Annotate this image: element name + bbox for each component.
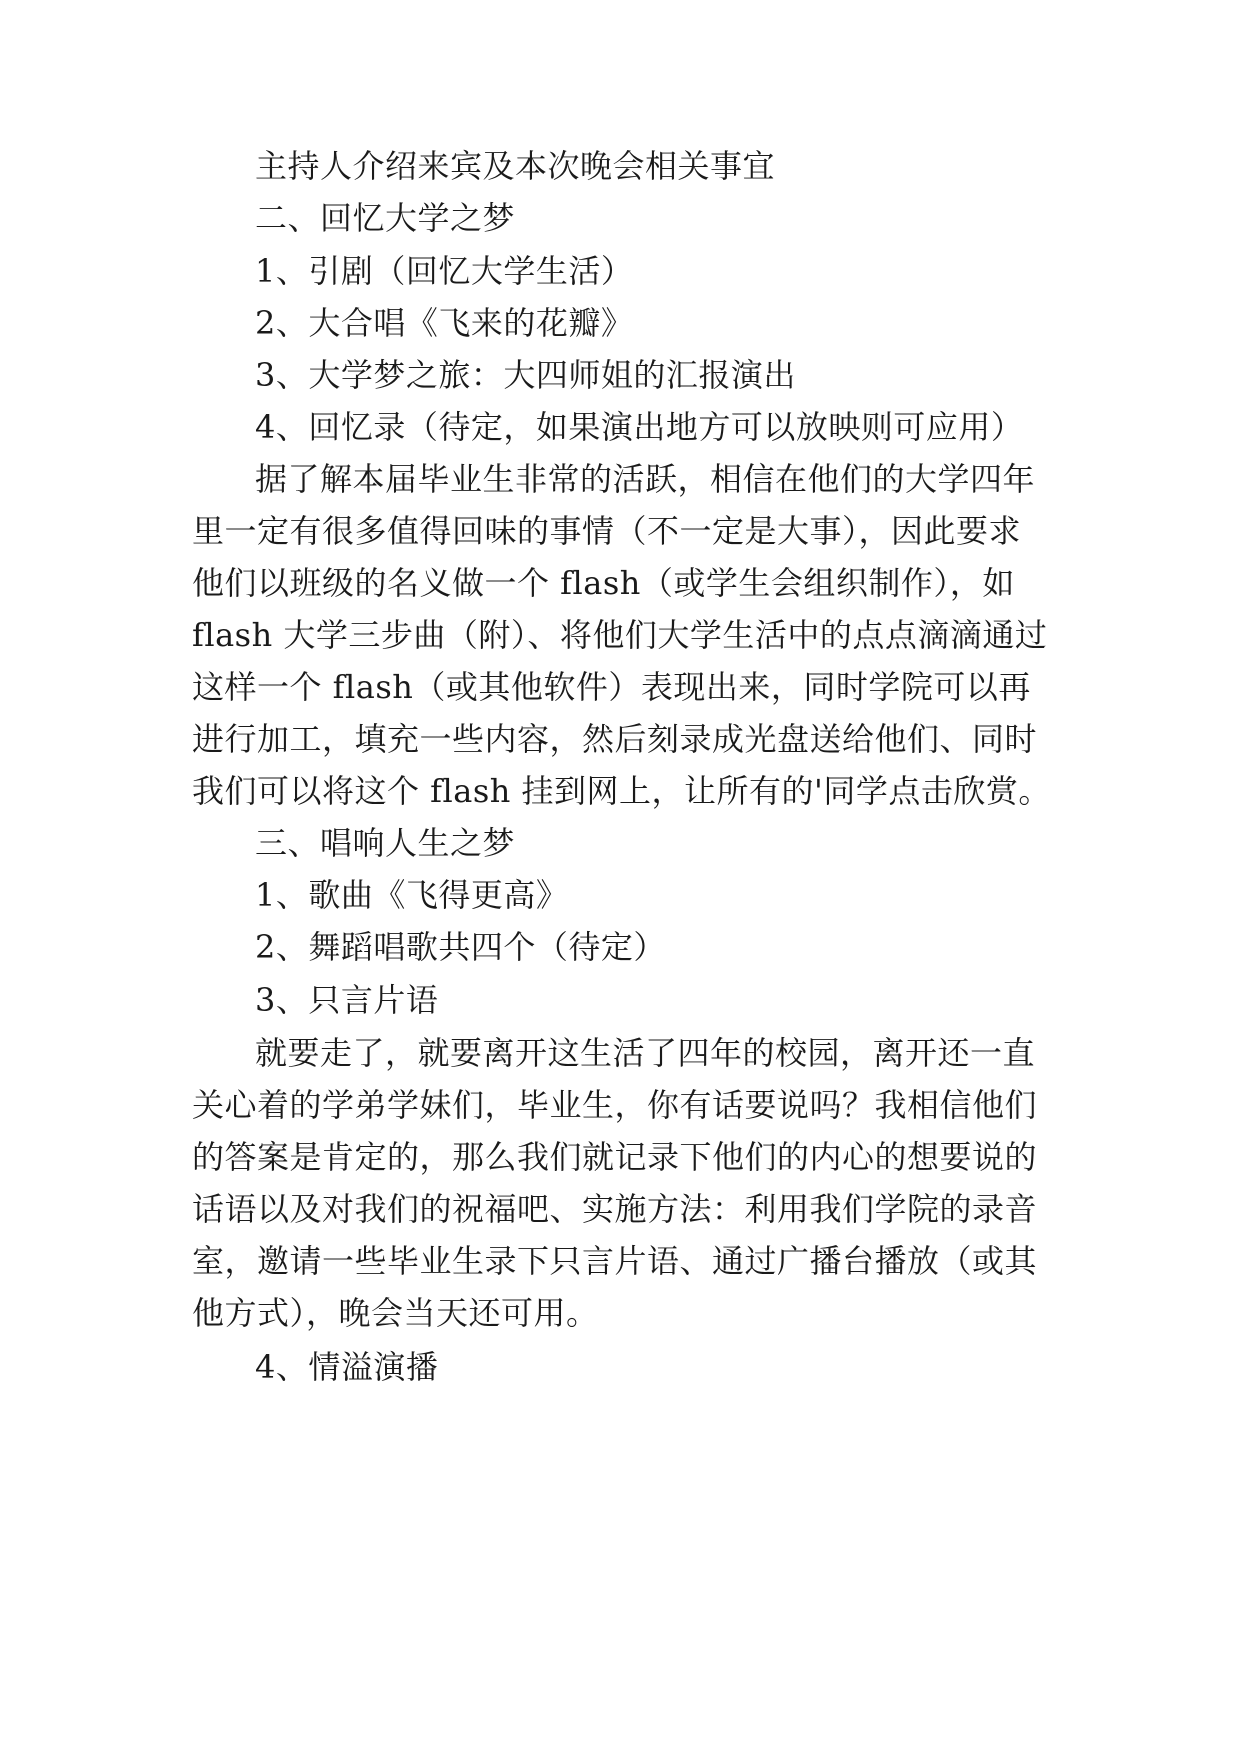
paragraph-line: 据了解本届毕业生非常的活跃，相信在他们的大学四年 xyxy=(255,460,1036,498)
list-item-2: 2、舞蹈唱歌共四个（待定） xyxy=(255,928,666,966)
paragraph-line: 他们以班级的名义做一个 flash（或学生会组织制作），如 xyxy=(192,564,1015,602)
paragraph-line: 的答案是肯定的，那么我们就记录下他们的内心的想要说的 xyxy=(192,1138,1038,1176)
paragraph-line: 里一定有很多值得回味的事情（不一定是大事），因此要求 xyxy=(192,512,1022,550)
section-heading-3: 三、唱响人生之梦 xyxy=(255,824,516,862)
list-item-2: 2、大合唱《飞来的花瓣》 xyxy=(255,304,634,342)
paragraph-line: 话语以及对我们的祝福吧、实施方法：利用我们学院的录音 xyxy=(192,1190,1038,1228)
paragraph-line: 关心着的学弟学妹们，毕业生，你有话要说吗？我相信他们 xyxy=(192,1086,1038,1124)
list-item-3: 3、只言片语 xyxy=(255,981,439,1019)
list-item-4: 4、回忆录（待定，如果演出地方可以放映则可应用） xyxy=(255,408,1024,446)
paragraph-line: 这样一个 flash（或其他软件）表现出来，同时学院可以再 xyxy=(192,668,1031,706)
list-item-1: 1、歌曲《飞得更高》 xyxy=(255,876,569,914)
list-item-4: 4、情溢演播 xyxy=(255,1348,439,1386)
list-item-1: 1、引剧（回忆大学生活） xyxy=(255,252,634,290)
host-intro-line: 主持人介绍来宾及本次晚会相关事宜 xyxy=(255,147,776,185)
paragraph-line: flash 大学三步曲（附）、将他们大学生活中的点点滴滴通过 xyxy=(192,616,1048,654)
section-heading-2: 二、回忆大学之梦 xyxy=(255,199,516,237)
paragraph-line: 我们可以将这个 flash 挂到网上，让所有的'同学点击欣赏。 xyxy=(192,772,1051,810)
paragraph-line: 进行加工，填充一些内容，然后刻录成光盘送给他们、同时 xyxy=(192,720,1038,758)
paragraph-line: 他方式），晚会当天还可用。 xyxy=(192,1294,599,1332)
paragraph-line: 就要走了，就要离开这生活了四年的校园，离开还一直 xyxy=(255,1034,1036,1072)
list-item-3: 3、大学梦之旅：大四师姐的汇报演出 xyxy=(255,356,796,394)
paragraph-line: 室，邀请一些毕业生录下只言片语、通过广播台播放（或其 xyxy=(192,1242,1038,1280)
